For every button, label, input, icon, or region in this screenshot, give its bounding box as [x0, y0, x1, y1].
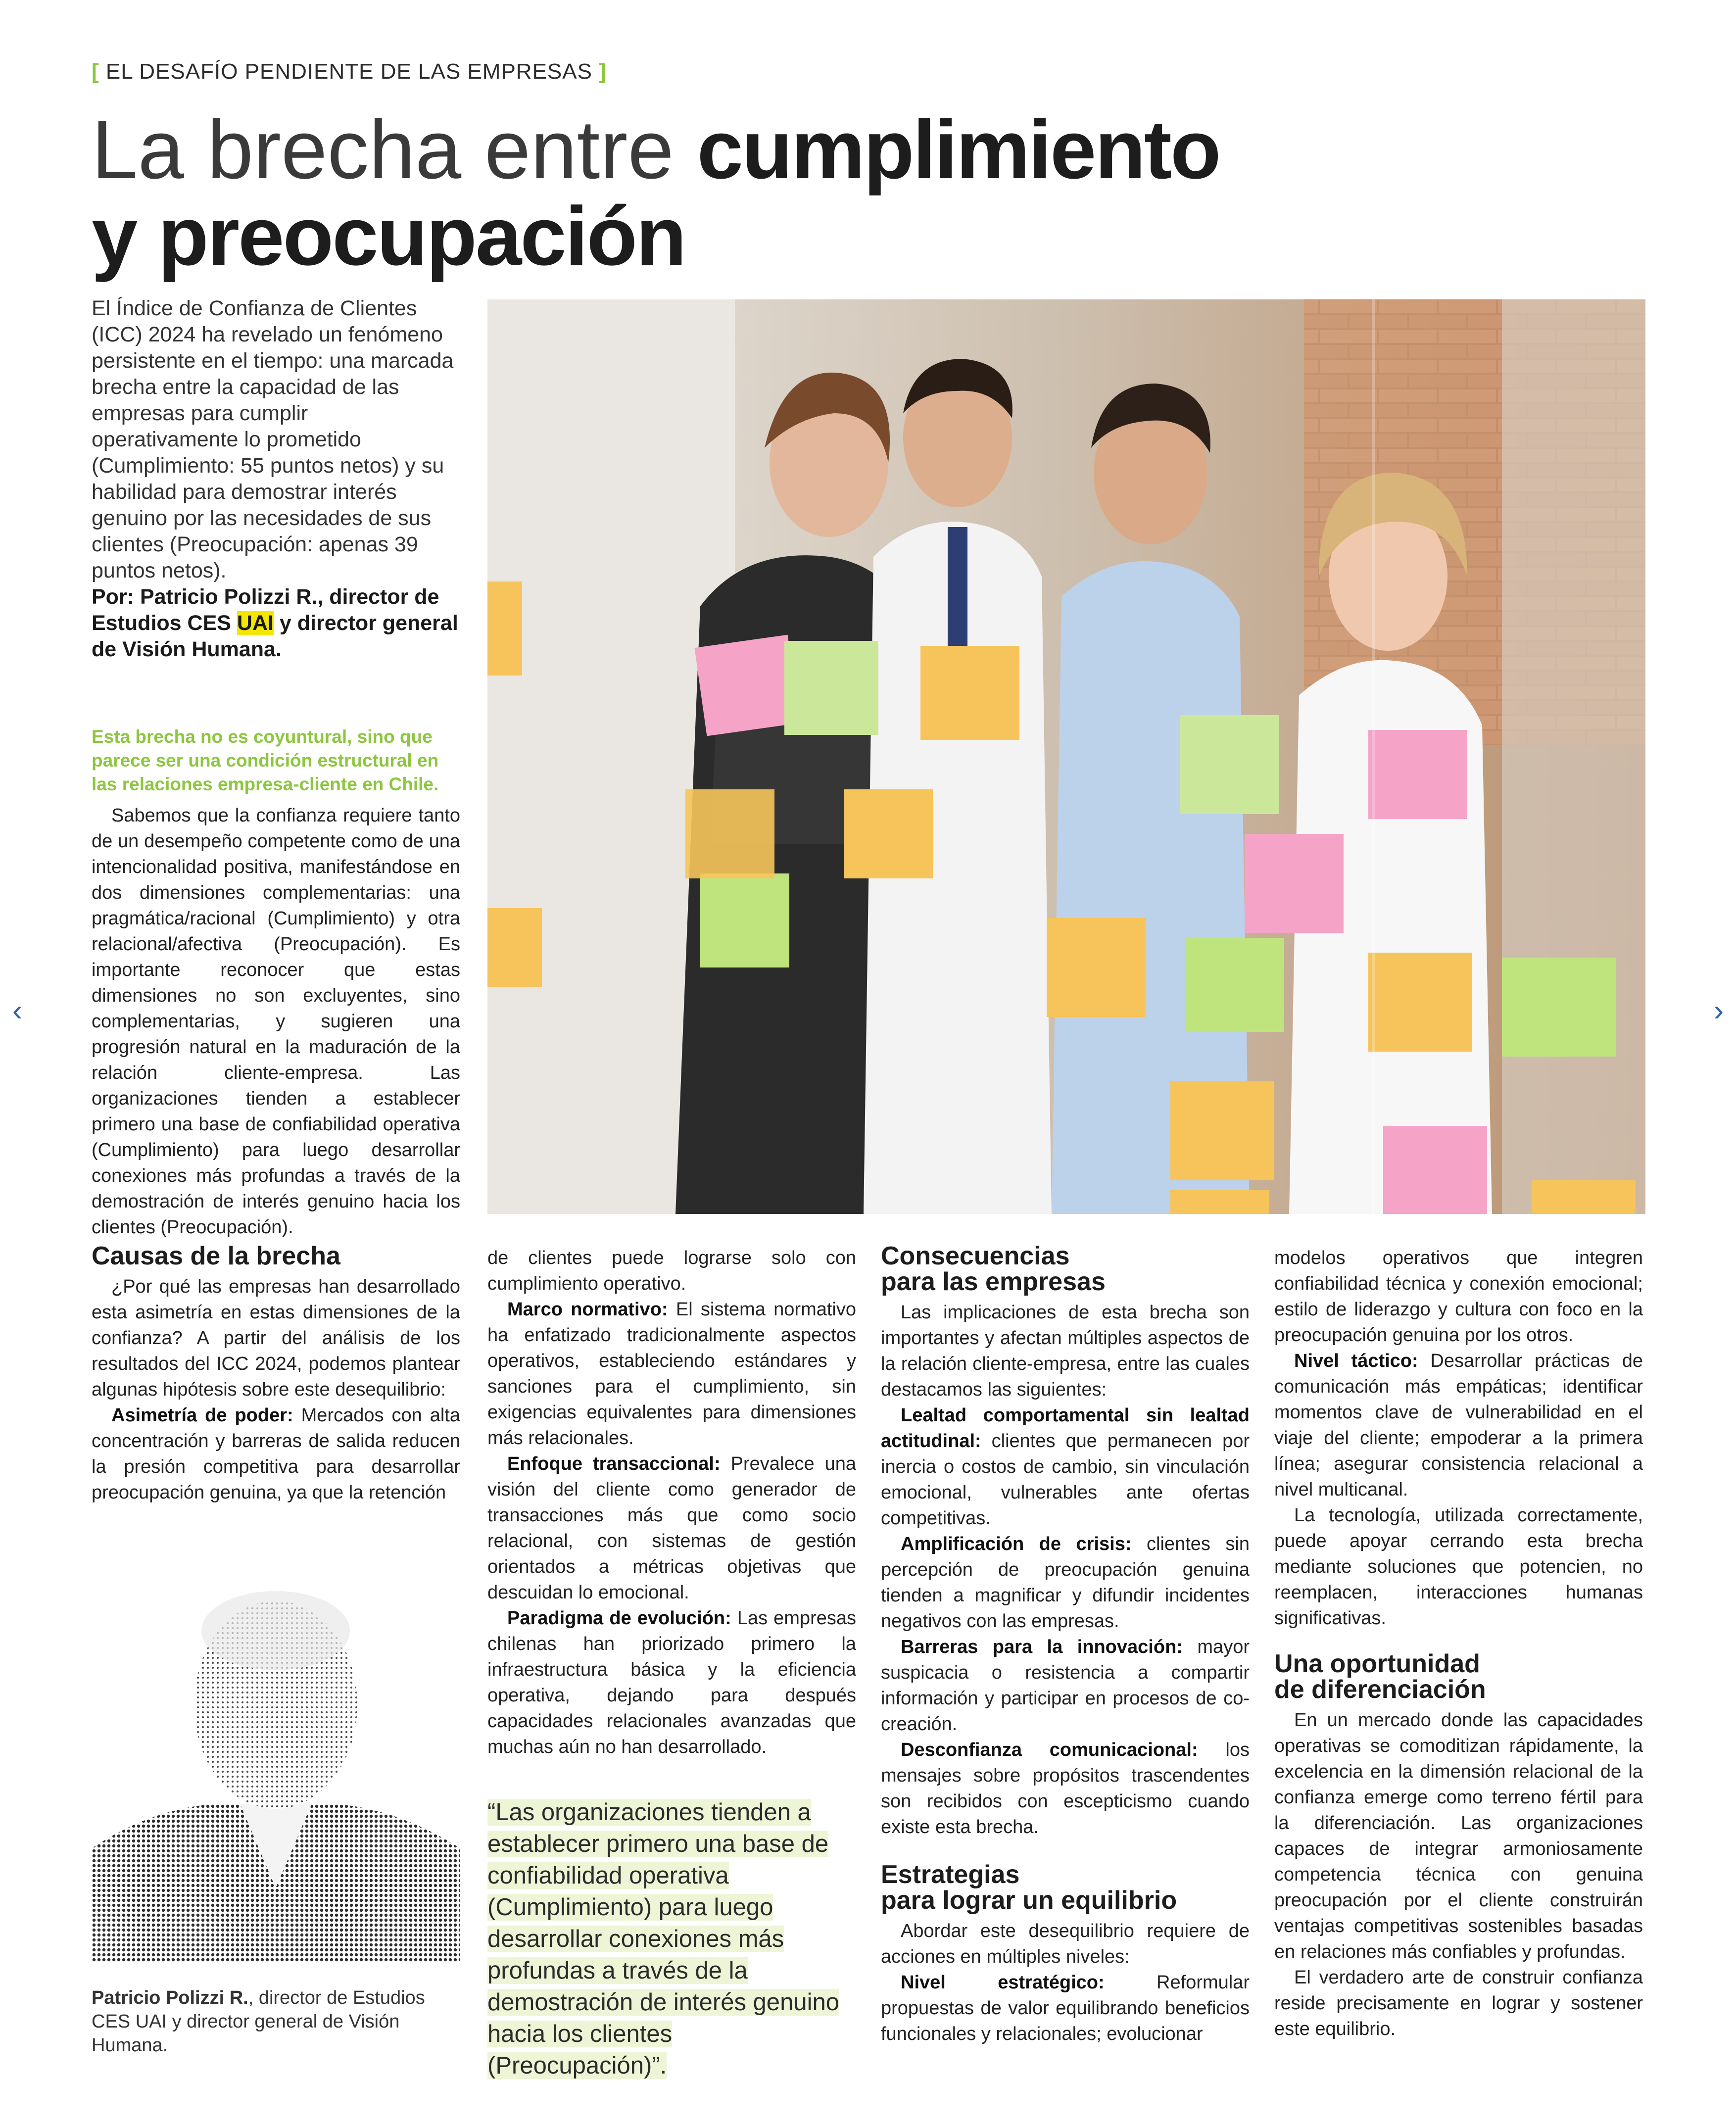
estrategias-heading-1: Estrategias: [881, 1860, 1020, 1889]
team-sticky-notes-illustration: [487, 299, 1645, 1214]
consecuencias-heading-1: Consecuencias: [881, 1242, 1070, 1270]
consecuencias-paragraph-0: Las implicaciones de esta brecha son importantes y afectan múltiples aspectos de la relación cliente-empresa, entre las cuales destacamos las siguientes:: [881, 1302, 1250, 1400]
consecuencias-text-3: mayor suspicacia o resistencia a compartir información y participar en procesos de co-creación.: [881, 1637, 1250, 1735]
oportunidad-heading-1: Una oportunidad: [1274, 1649, 1480, 1678]
estrategias-label-1: Nivel estratégico:: [901, 1972, 1105, 1993]
kicker-text: EL DESAFÍO PENDIENTE DE LAS EMPRESAS: [105, 59, 592, 84]
causas-label-2: Asimetría de poder:: [111, 1405, 293, 1426]
pull-quote: [487, 1796, 849, 2081]
oportunidad-paragraph-2: El verdadero arte de construir confianza reside precisamente en lograr y sostener este equilibrio.: [1274, 1967, 1643, 2039]
causas-text-2: Mercados con alta concentración y barreras de salida reducen la presión competitiva para desarrollar preocupación genuina, ya que la retención: [92, 1405, 460, 1503]
estrategias-text-1: Reformular propuestas de valor equilibrando beneficios funcionales y relacionales; evolucionar: [881, 1972, 1250, 2044]
col4-text-1: Desarrollar prácticas de comunicación más empáticas; identificar momentos clave de vulnerabilidad en el viaje del cliente; empoderar a la primera línea; asegurar consistencia relacional a nivel multicanal.: [1274, 1351, 1643, 1500]
consecuencias-label-3: Barreras para la innovación:: [901, 1637, 1183, 1657]
column-2: [487, 1245, 856, 1760]
col2-paragraph-1: [487, 1297, 856, 1451]
consecuencias-text-1: clientes que permanecen por inercia o costos de cambio, sin vinculación emocional, vulnerables ante ofertas competitivas.: [881, 1431, 1250, 1529]
consecuencias-paragraph-1: [881, 1402, 1250, 1531]
oportunidad-heading-2: de diferenciación: [1274, 1675, 1486, 1704]
author-portrait: [92, 1571, 460, 1962]
caption-rest: , director de Estudios CES UAI y director general de Visión Humana.: [92, 1987, 425, 2056]
consecuencias-label-2: Amplificación de crisis:: [901, 1534, 1132, 1554]
pull-quote-text: “Las organizaciones tienden a establecer primero una base de confiabilidad operativa (Cumplimiento) para luego desarrollar conexiones más profundas a través de la demostración de interés genuino hacia los clientes (Preocupación)”.: [487, 1799, 839, 2079]
consecuencias-paragraph-4: [881, 1737, 1250, 1840]
kicker-bracket-close: ]: [599, 59, 607, 84]
col2-label-1: Marco normativo:: [507, 1299, 668, 1320]
kicker-bracket-open: [: [92, 59, 99, 84]
intro-paragraph: El Índice de Confianza de Clientes (ICC) 2024 ha revelado un fenómeno persistente en el tiempo: una marcada brecha entre la capacidad de las empresas para cumplir operativamente lo prometido (Cumplimiento: 55 puntos netos) y su habilidad para demostrar interés genuino por las necesidades de sus clientes (Preocupación: apenas 39 puntos netos).: [92, 296, 454, 582]
headline-thin: La brecha entre: [92, 103, 697, 196]
col2-text-1: El sistema normativo ha enfatizado tradicionalmente aspectos operativos, estableciendo estándares y sanciones para el cumplimiento, sin exigencias equivalentes para dimensiones más relacionales.: [487, 1299, 856, 1449]
deck: Esta brecha no es coyuntural, sino que parece ser una condición estructural en las relaciones empresa-cliente en Chile.: [92, 726, 439, 794]
consecuencias-text-2: clientes sin percepción de preocupación genuina tienden a magnificar y difundir incidentes negativos con las empresas.: [881, 1534, 1250, 1632]
col4-paragraph-0: modelos operativos que integren confiabilidad técnica y conexión emocional; estilo de liderazgo y cultura con foco en la preocupación genuina por los otros.: [1274, 1248, 1643, 1346]
column-3: [881, 1243, 1250, 2047]
col2-label-3: Paradigma de evolución:: [507, 1608, 731, 1629]
oportunidad-heading: [1274, 1651, 1643, 1702]
headline-bold-2: y preocupación: [92, 190, 685, 283]
col2-paragraph-3: [487, 1605, 856, 1760]
byline-highlight: UAI: [237, 611, 274, 635]
estrategias-paragraph-1: [881, 1970, 1250, 2047]
consecuencias-paragraph-2: [881, 1531, 1250, 1634]
col4-paragraph-1: [1274, 1348, 1643, 1502]
caption-name: Patricio Polizzi R.: [92, 1987, 248, 2008]
main-photo: [487, 299, 1645, 1214]
col1-intro-body: [92, 803, 460, 1240]
next-page-button[interactable]: ›: [1714, 994, 1724, 1027]
byline: [92, 584, 460, 663]
causas-paragraph-1: ¿Por qué las empresas han desarrollado esta asimetría en estas dimensiones de la confianza? A partir del análisis de los resultados del ICC 2024, podemos plantear algunas hipótesis sobre este desequilibrio:: [92, 1276, 460, 1400]
col2-label-2: Enfoque transaccional:: [507, 1453, 721, 1474]
oportunidad-paragraph-1: En un mercado donde las capacidades operativas se comoditizan rápidamente, la excelencia en la dimensión relacional de la confianza emerge como terreno fértil para la diferenciación. Las organizaciones capaces de integrar armoniosamente competencia técnica con genuina preocupación por el cliente construirán ventajas competitivas sostenibles basadas en relaciones más confiables y profundas.: [1274, 1710, 1643, 1962]
section-kicker: [92, 59, 607, 84]
author-portrait-illustration: [92, 1571, 460, 1962]
consecuencias-heading-2: para las empresas: [881, 1267, 1106, 1296]
consecuencias-paragraph-3: [881, 1634, 1250, 1737]
consecuencias-label-1: Lealtad comportamental sin lealtad actitudinal:: [881, 1405, 1250, 1451]
headline: [92, 103, 1279, 283]
portrait-caption: [92, 1986, 468, 2057]
col2-text-3: Las empresas chilenas han priorizado primero la infraestructura básica y la eficiencia operativa, dejando para después capacidades relacionales avanzadas que muchas aún no han desarrollado.: [487, 1608, 856, 1757]
byline-part-1: Por: Patricio Polizzi R., director de Estudios CES: [92, 585, 439, 635]
col2-paragraph-2: [487, 1451, 856, 1605]
col4-paragraph-2: La tecnología, utilizada correctamente, puede apoyar cerrando esta brecha mediante soluciones que potencien, no reemplacen, interacciones humanas significativas.: [1274, 1505, 1643, 1629]
col4-label-1: Nivel táctico:: [1294, 1351, 1418, 1371]
col1-intro-paragraph: Sabemos que la confianza requiere tanto de un desempeño competente como de una intencionalidad positiva, manifestándose en dos dimensiones complementarias: una pragmática/racional (Cumplimiento) y otra relacional/afectiva (Preocupación). Es importante reconocer que estas dimensiones no son excluyentes, sino complementarias, y sugieren una progresión natural en la maduración de la relación cliente-empresa. Las organizaciones tienden a establecer primero una base de confiabilidad operativa (Cumplimiento) para luego desarrollar conexiones más profundas a través de la demostración de interés genuino hacia los clientes (Preocupación).: [92, 805, 460, 1238]
section-causas: [92, 1243, 460, 1505]
causas-paragraph-2: [92, 1402, 460, 1505]
consecuencias-heading: [881, 1243, 1250, 1295]
col2-text-2: Prevalece una visión del cliente como generador de transacciones más que como socio relacional, con sistemas de gestión orientados a métricas objetivas que descuidan lo emocional.: [487, 1453, 856, 1603]
consecuencias-text-4: los mensajes sobre propósitos trascendentes son recibidos con escepticismo cuando existe esta brecha.: [881, 1740, 1250, 1837]
headline-bold-1: cumplimiento: [697, 103, 1220, 196]
estrategias-heading-2: para lograr un equilibrio: [881, 1886, 1177, 1915]
column-4: [1274, 1245, 1643, 2042]
col2-paragraph-0: de clientes puede lograrse solo con cumplimiento operativo.: [487, 1248, 856, 1294]
estrategias-paragraph-0: Abordar este desequilibrio requiere de acciones en múltiples niveles:: [881, 1921, 1250, 1967]
estrategias-heading: [881, 1862, 1250, 1913]
causas-heading: Causas de la brecha: [92, 1242, 340, 1270]
byline-part-2: y director general de Visión Humana.: [92, 611, 458, 661]
consecuencias-label-4: Desconfianza comunicacional:: [901, 1740, 1198, 1760]
prev-page-button[interactable]: ‹: [12, 994, 22, 1027]
